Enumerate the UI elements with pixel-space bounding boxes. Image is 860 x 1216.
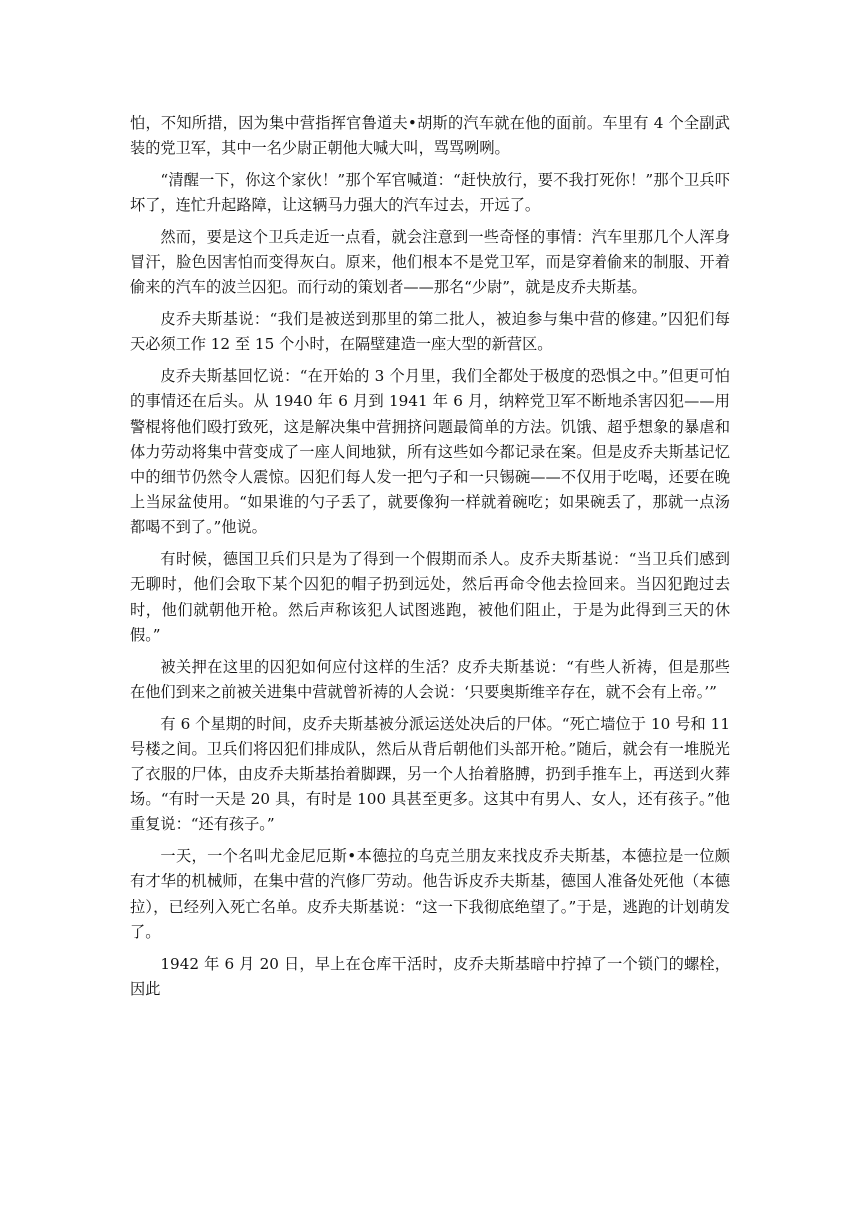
paragraph-2: “清醒一下，你这个家伙！”那个军官喊道：“赶快放行，要不我打死你！”那个卫兵吓坏了，连忙升起路障，让这辆马力强大的汽车过去，开远了。 — [130, 171, 730, 215]
paragraph-6: 有时候，德国卫兵们只是为了得到一个假期而杀人。皮乔夫斯基说：“当卫兵们感到无聊时，他们会取下某个囚犯的帽子扔到远处，然后再命令他去捡回来。当囚犯跑过去时，他们就朝他开枪。然后声称该犯人试图逃跑，被他们阻止，于是为此得到三天的休假。” — [130, 550, 730, 644]
paragraph-1: 怕，不知所措，因为集中营指挥官鲁道夫•胡斯的汽车就在他的面前。车里有 4 个全副武装的党卫军，其中一名少尉正朝他大喊大叫，骂骂咧咧。 — [130, 114, 730, 158]
paragraph-8: 有 6 个星期的时间，皮乔夫斯基被分派运送处决后的尸体。“死亡墙位于 10 号和 11 号楼之间。卫兵们将囚犯们排成队，然后从背后朝他们头部开枪。”随后，就会有一堆脱光了衣服的尸体，由皮乔夫斯基抬着脚踝，另一个人抬着胳膊，扔到手推车上，再送到火葬场。“有时一天是 20 具，有时是 100 具甚至更多。这其中有男人、女人，还有孩子。”他重复说：“还有孩子。” — [130, 714, 730, 834]
paragraph-4: 皮乔夫斯基说：“我们是被送到那里的第二批人，被迫参与集中营的修建。”囚犯们每天必须工作 12 至 15 个小时，在隔壁建造一座大型的新营区。 — [130, 310, 730, 354]
paragraph-5: 皮乔夫斯基回忆说：“在开始的 3 个月里，我们全都处于极度的恐惧之中。”但更可怕的事情还在后头。从 1940 年 6 月到 1941 年 6 月，纳粹党卫军不断地杀害囚犯——用警棍将他们殴打致死，这是解决集中营拥挤问题最简单的方法。饥饿、超乎想象的暴虐和体力劳动将集中营变成了一座人间地狱，所有这些如今都记录在案。但是皮乔夫斯基记忆中的细节仍然令人震惊。囚犯们每人发一把勺子和一只锡碗——不仅用于吃喝，还要在晚上当尿盆使用。“如果谁的勺子丢了，就要像狗一样就着碗吃；如果碗丢了，那就一点汤都喝不到了。”他说。 — [130, 367, 730, 537]
paragraph-10: 1942 年 6 月 20 日，早上在仓库干活时，皮乔夫斯基暗中拧掉了一个锁门的螺栓，因此 — [130, 954, 730, 998]
document-page — [130, 111, 730, 1009]
paragraph-7: 被关押在这里的囚犯如何应付这样的生活？皮乔夫斯基说：“有些人祈祷，但是那些在他们到来之前被关进集中营就曾祈祷的人会说：‘只要奥斯维辛存在，就不会有上帝。’” — [130, 657, 730, 701]
paragraph-3: 然而，要是这个卫兵走近一点看，就会注意到一些奇怪的事情：汽车里那几个人浑身冒汗，脸色因害怕而变得灰白。原来，他们根本不是党卫军，而是穿着偷来的制服、开着偷来的汽车的波兰囚犯。而行动的策划者——那名“少尉”，就是皮乔夫斯基。 — [130, 228, 730, 297]
paragraph-9: 一天，一个名叫尤金尼厄斯•本德拉的乌克兰朋友来找皮乔夫斯基，本德拉是一位颇有才华的机械师，在集中营的汽修厂劳动。他告诉皮乔夫斯基，德国人准备处死他（本德拉），已经列入死亡名单。皮乔夫斯基说：“这一下我彻底绝望了。”于是，逃跑的计划萌发了。 — [130, 847, 730, 941]
